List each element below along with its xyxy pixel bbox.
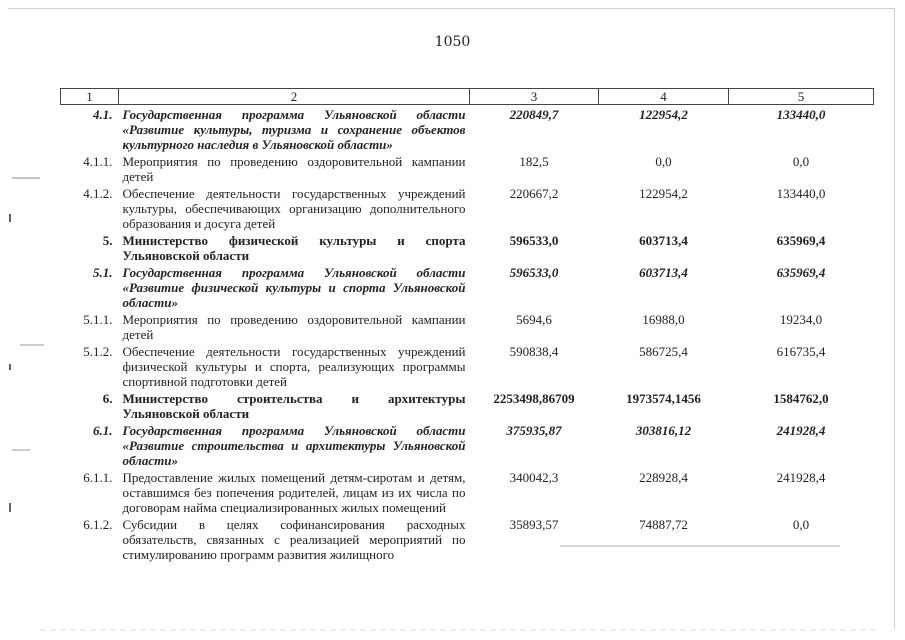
value-col-3: 590838,4 — [509, 344, 559, 359]
row-description: Мероприятия по проведению оздоровительной кампании детей — [122, 154, 466, 184]
value-col-5: 0,0 — [792, 517, 810, 532]
value-col-5: 0,0 — [792, 154, 810, 169]
column-header: 1 — [61, 89, 119, 105]
value-col-3: 35893,57 — [509, 517, 559, 532]
value-col-4: 603713,4 — [639, 233, 688, 248]
value-col-4: 228928,4 — [639, 470, 688, 485]
value-col-4: 1973574,1456 — [626, 391, 701, 406]
row-number: 5. — [102, 233, 113, 248]
row-description: Государственная программа Ульяновской области «Развитие физической культуры и спорта Ульяновской области» — [122, 265, 466, 310]
row-description: Предоставление жилых помещений детям-сиротам и детям, оставшимся без попечения родителей, лицам из их числа по договорам найма специализированных жилых помещений — [122, 470, 466, 515]
value-col-4: 16988,0 — [642, 312, 685, 327]
value-col-3: 596533,0 — [509, 265, 559, 280]
row-number: 6.1.1. — [83, 470, 113, 485]
value-col-3: 220849,7 — [509, 107, 559, 122]
row-number: 6. — [102, 391, 113, 406]
value-col-4: 586725,4 — [639, 344, 688, 359]
row-description: Мероприятия по проведению оздоровительной кампании детей — [122, 312, 466, 342]
value-col-4: 0,0 — [655, 154, 672, 169]
page-number: 1050 — [434, 34, 471, 50]
value-col-4: 303816,12 — [635, 423, 692, 438]
row-number: 4.1.1. — [83, 154, 113, 169]
row-description: Государственная программа Ульяновской области «Развитие строительства и архитектуры Ульяновской области» — [122, 423, 466, 468]
value-col-5: 19234,0 — [779, 312, 823, 327]
value-col-5: 133440,0 — [776, 186, 826, 201]
row-number: 6.1.2. — [83, 517, 113, 532]
value-col-3: 220667,2 — [509, 186, 559, 201]
value-col-5: 635969,4 — [776, 233, 826, 248]
row-description: Министерство строительства и архитектуры Ульяновской области — [122, 391, 466, 421]
value-col-3: 596533,0 — [509, 233, 559, 248]
value-col-5: 1584762,0 — [773, 391, 829, 406]
row-number: 5.1. — [93, 265, 113, 280]
value-col-4: 603713,4 — [639, 265, 688, 280]
value-col-5: 616735,4 — [776, 344, 826, 359]
column-header: 3 — [470, 89, 599, 105]
column-header: 5 — [729, 89, 874, 105]
value-col-5: 241928,4 — [776, 470, 826, 485]
column-header: 2 — [119, 89, 470, 105]
value-col-5: 635969,4 — [776, 265, 826, 280]
value-col-3: 182,5 — [519, 154, 549, 169]
column-header: 4 — [599, 89, 729, 105]
row-number: 4.1.2. — [83, 186, 113, 201]
value-col-3: 340042,3 — [509, 470, 559, 485]
value-col-3: 5694,6 — [516, 312, 552, 327]
value-col-4: 122954,2 — [639, 107, 688, 122]
value-col-3: 2253498,86709 — [493, 391, 575, 406]
value-col-5: 133440,0 — [776, 107, 826, 122]
value-col-4: 74887,72 — [639, 517, 688, 532]
row-number: 6.1. — [93, 423, 113, 438]
row-description: Государственная программа Ульяновской области «Развитие культуры, туризма и сохранение объектов культурного наследия в Ульяновской области» — [122, 107, 466, 152]
value-col-3: 375935,87 — [506, 423, 562, 438]
value-col-5: 241928,4 — [776, 423, 826, 438]
row-description: Министерство физической культуры и спорта Ульяновской области — [122, 233, 466, 263]
row-description: Обеспечение деятельности государственных учреждений культуры, обеспечивающих организацию дополнительного образования и досуга детей — [122, 186, 466, 231]
row-number: 5.1.2. — [83, 344, 113, 359]
row-number: 4.1. — [93, 107, 113, 122]
row-number: 5.1.1. — [83, 312, 113, 327]
row-description: Обеспечение деятельности государственных учреждений физической культуры и спорта, реализующих программы спортивной подготовки детей — [122, 344, 466, 389]
row-description: Субсидии в целях софинансирования расходных обязательств, связанных с реализацией мероприятий по стимулированию программ развития жилищного — [122, 517, 466, 562]
value-col-4: 122954,2 — [639, 186, 688, 201]
